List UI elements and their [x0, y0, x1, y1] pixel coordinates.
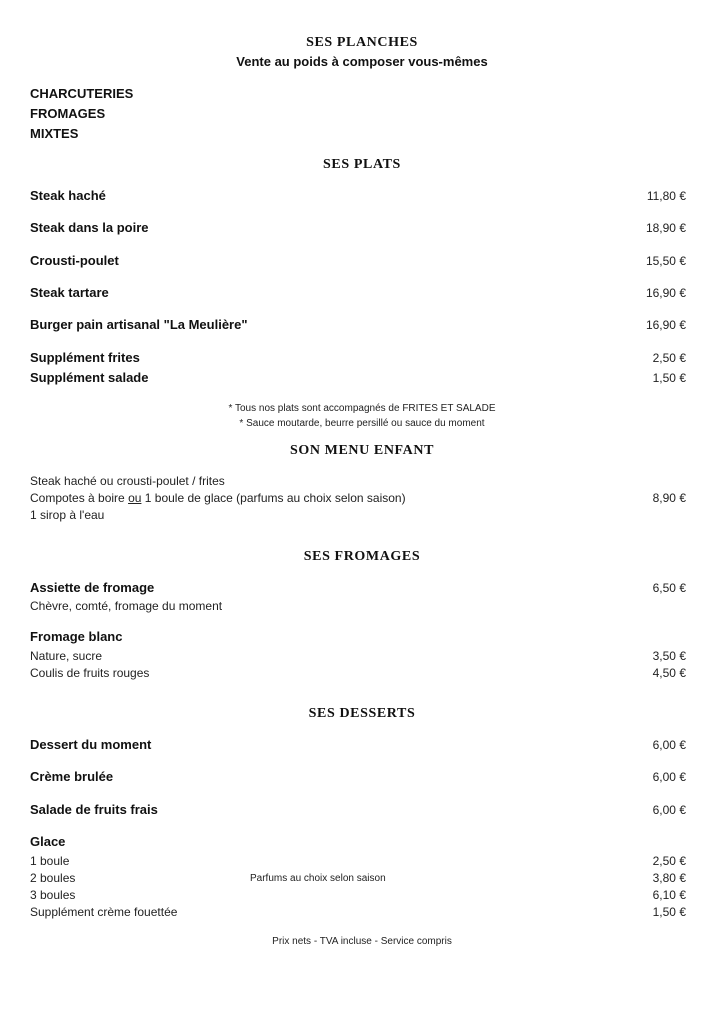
- enfant-price: 8,90 €: [652, 491, 686, 505]
- fromage-name: Assiette de fromage: [30, 580, 155, 595]
- fromage-price: 6,50 €: [652, 581, 686, 595]
- glace-option: 2 boules: [30, 871, 76, 885]
- supplement-name: Supplément frites: [30, 350, 140, 365]
- plat-price: 18,90 €: [645, 221, 686, 235]
- plats-note: * Sauce moutarde, beurre persillé ou sauce du moment: [239, 418, 485, 429]
- footer-note: Prix nets - TVA incluse - Service compris: [272, 936, 452, 947]
- glace-option: 3 boules: [30, 888, 76, 902]
- glace-option-price: 3,80 €: [652, 871, 686, 885]
- plat-name: Steak haché: [30, 188, 106, 203]
- plat-name: Crousti-poulet: [30, 253, 119, 268]
- glace-note: Parfums au choix selon saison: [250, 873, 386, 884]
- glace-option-price: 1,50 €: [652, 905, 686, 919]
- planche-item: MIXTES: [30, 126, 79, 141]
- fromage-desc: Chèvre, comté, fromage du moment: [30, 599, 223, 613]
- plat-name: Steak dans la poire: [30, 220, 149, 235]
- supplement-price: 2,50 €: [652, 351, 686, 365]
- section-title-planches: SES PLANCHES: [306, 35, 418, 50]
- section-title-plats: SES PLATS: [323, 157, 401, 172]
- dessert-name: Salade de fruits frais: [30, 802, 158, 817]
- planche-item: FROMAGES: [30, 106, 106, 121]
- enfant-line-underlined: ou: [128, 491, 142, 505]
- plat-name: Steak tartare: [30, 285, 109, 300]
- dessert-name: Dessert du moment: [30, 737, 152, 752]
- plat-price: 11,80 €: [646, 189, 686, 203]
- enfant-line: Steak haché ou crousti-poulet / frites: [30, 474, 225, 488]
- glace-option-price: 2,50 €: [652, 854, 686, 868]
- supplement-name: Supplément salade: [30, 370, 149, 385]
- enfant-line-text: Compotes à boire: [30, 491, 129, 505]
- fromage-option-price: 3,50 €: [652, 649, 686, 663]
- glace-option: Supplément crème fouettée: [30, 905, 178, 919]
- fromage-option: Coulis de fruits rouges: [30, 666, 150, 680]
- plat-price: 15,50 €: [645, 254, 686, 268]
- enfant-line-text: 1 boule de glace (parfums au choix selon saison): [141, 491, 406, 505]
- dessert-price: 6,00 €: [652, 770, 686, 784]
- plat-price: 16,90 €: [645, 286, 686, 300]
- plats-note: * Tous nos plats sont accompagnés de FRITES ET SALADE: [228, 403, 496, 414]
- dessert-price: 6,00 €: [652, 738, 686, 752]
- dessert-name: Crème brulée: [30, 769, 114, 784]
- plat-name: Burger pain artisanal "La Meulière": [30, 317, 248, 332]
- section-title-enfant: SON MENU ENFANT: [289, 443, 435, 458]
- fromage-option: Nature, sucre: [30, 649, 103, 663]
- fromage-option-price: 4,50 €: [652, 666, 686, 680]
- planches-subtitle: Vente au poids à composer vous-mêmes: [236, 54, 488, 69]
- enfant-line: [30, 491, 406, 505]
- glace-option: 1 boule: [30, 854, 70, 868]
- glace-name: Glace: [30, 834, 66, 849]
- supplement-price: 1,50 €: [652, 371, 686, 385]
- fromage-name: Fromage blanc: [30, 629, 123, 644]
- dessert-price: 6,00 €: [652, 803, 686, 817]
- enfant-line: 1 sirop à l'eau: [30, 508, 105, 522]
- glace-option-price: 6,10 €: [652, 888, 686, 902]
- plat-price: 16,90 €: [645, 318, 686, 332]
- section-title-desserts: SES DESSERTS: [308, 706, 416, 721]
- section-title-fromages: SES FROMAGES: [303, 549, 421, 564]
- planche-item: CHARCUTERIES: [30, 86, 134, 101]
